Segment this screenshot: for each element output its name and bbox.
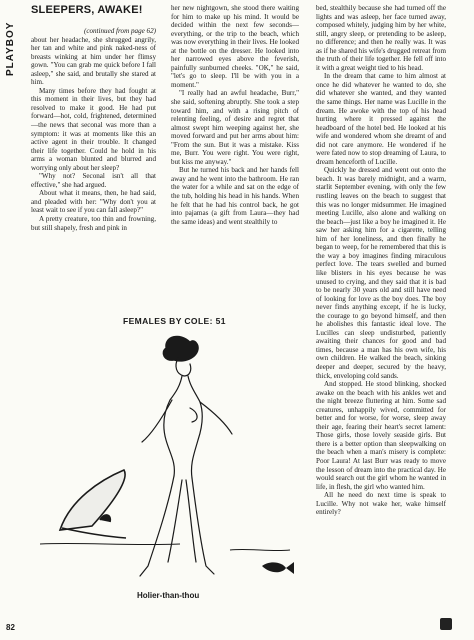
paragraph: In the dream that came to him almost at once he did whatever he wanted to do, she did whatever she wanted, and they wanted the same things. Her name was Lucille in the dream. He awoke with the top of his head hurting where it pressed against the headboard of the hotel bed. He looked at his wife and wondered whom she dreamt of and did not care anymore. He wondered if he were fated now to stop dreaming of Laura, to dream henceforth of Lucille.: [316, 72, 446, 166]
paragraph: And stopped. He stood blinking, shocked awake on the beach with his ankles wet and the night breeze fluttering at him. Some sad creatures, unhappily wived, committed for better and for worse, for worse, sleep away their age, fearing their heart's secret lament: Those girls, those lovely seaside girls. But there is a better option than sleepwalking on the beach when a man's misery is complete: Poor Laura! At last Burr was ready to move the lesson of dream into the practical day. He would search out the girl whom he wanted in life, in flesh, the girl who wanted him.: [316, 380, 446, 491]
paragraph: Many times before they had fought at this moment in their lives, but they had resolved to make it good. He had put forward—hot, cold, frightened, determined—the news that seconal was more than a symptom: it was at moments like this an active agent in their trouble. It changed their life together. Could he hold in his arms a woman blunted and blurred and worrying only about her sleep?: [31, 86, 156, 172]
paragraph: about her headache, she shrugged angrily, her tan and white and pink naked-ness of breasts winking at him under her flimsy gown. "You can grab me quick before I fall asleep," she said, and brutally she stared at him.: [31, 35, 156, 87]
story-title: SLEEPERS, AWAKE!: [31, 4, 143, 16]
cartoon-illustration: [40, 330, 310, 590]
cartoon-title: FEMALES BY COLE: 51: [123, 316, 226, 326]
page-number: 82: [6, 623, 15, 632]
water-lines: [40, 543, 290, 550]
article-column-1: [31, 27, 156, 287]
paragraph: But he turned his back and her hands fell away and he went into the bathroom. He ran the water for a while and sat on the edge of the tub, holding his head in his hands. When he felt that he had his control back, he got into pajamas (a gift from Laura—they had the same ideas) and went stealthily to: [171, 166, 299, 226]
paragraph: Quickly he dressed and went out onto the beach. It was barely midnight, and a warm, starlit September evening, with only the few rustling leaves on the beach to suggest that this was no longer midsummer. He imagined meeting Lucille, also alone and walking on the beach—just like a boy he imagined it. He saw her asking him for a cigarette, telling him of her loneliness, and then finally he began to weep, for he remembered that this is the way a boy imagines finding miraculous perfect love. The tears swelled and burned like blisters in his eyes because he was unused to crying, and they said that it is bad to be nearly 30 years old and still have need of looking for love as the boy does. The boy never finds anything except, if he is lucky, the courage to go beyond himself, and then he abolishes this fantastic ideal love. The Lucilles can sleep undisturbed, patiently awaiting their chances for good and bad times, because a man has his own wife, his own children. He walked the beach, sinking deeper and deeper, secured by the heavy, thick, enveloping cold sands.: [316, 166, 446, 380]
paragraph: "I really had an awful headache, Burr," she said, softening abruptly. She took a step toward him, and with a rising pitch of relenting feeling, of desire and regret that almost swept him weeping against her, she moved forward and put her arms about him: "From the sun. But it was a mistake. Kiss me, Burr. You were right. You were right, but kiss me anyway.": [171, 89, 299, 166]
cartoon-caption: Holier-than-thou: [137, 591, 200, 600]
paragraph: bed, stealthily because she had turned off the lights and was asleep, her face turned away, composed whitely, judging him by her white, still, angry sleep, or pretending to be asleep, no difference; and then he really was. It was as if he shared his wife's drugged retreat from the truth of their life together. He fell off into it with a great weight tied to his head.: [316, 4, 446, 72]
paragraph: her new nightgown, she stood there waiting for him to make up his mind. It would be decided within the next few seconds—everything, or the trip to the beach, which was now everything in their lives. He looked at the bottle on the dresser. He looked into her narrowed eyes above the feverish, painfully sunburned cheeks. "OK," he said, "let's go to sleep. I'll be with you in a moment.": [171, 4, 299, 89]
article-column-2: [171, 4, 299, 226]
paragraph: "Why not? Seconal isn't all that effective," she had argued.: [31, 172, 156, 189]
paragraph: All he need do next time is speak to Lucille. Why not wake her, wake himself entirely?: [316, 491, 446, 517]
paragraph: A pretty creature, too thin and frowning, but still shapely, fresh and pink in: [31, 215, 156, 232]
article-column-3: [316, 4, 446, 599]
magazine-name: PLAYBOY: [5, 21, 16, 77]
fish-drawing: [262, 562, 294, 574]
paragraph: About what it means, then, he had said, and pleaded with her: "Why don't you at least wait to see if you can fall asleep?": [31, 189, 156, 215]
boat-drawing: [60, 470, 126, 538]
bunny-logo-icon: [440, 618, 452, 630]
continued-note: (continued from page 62): [83, 27, 156, 35]
